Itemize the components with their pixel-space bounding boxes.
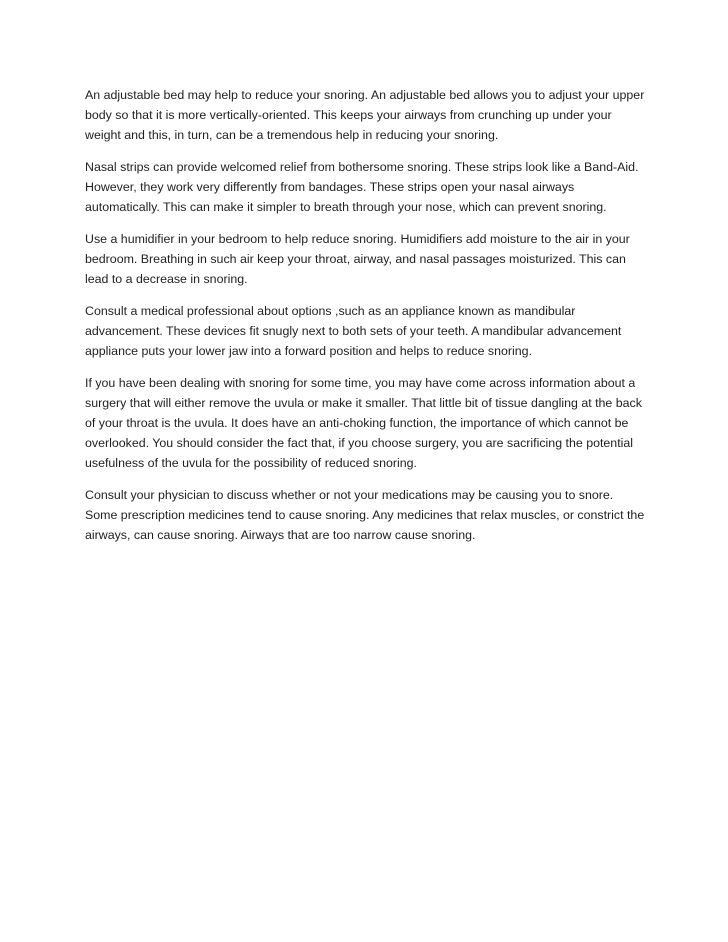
paragraph-mandibular-advancement: Consult a medical professional about options ,such as an appliance known as mandibular advancement. These devices fit snugly next to both sets of your teeth. A mandibular advancement appliance puts your lower jaw into a forward position and helps to reduce snoring. <box>85 304 622 358</box>
paragraph-medications: Consult your physician to discuss whether or not your medications may be causing you to snore. Some prescription medicines tend to cause snoring. Any medicines that relax muscles, or constrict the airways, can cause snoring. Airways that are too narrow cause snoring. <box>85 488 645 542</box>
document-body <box>85 85 645 557</box>
paragraph-nasal-strips: Nasal strips can provide welcomed relief from bothersome snoring. These strips look like a Band-Aid. However, they work very differently from bandages. These strips open your nasal airways automatically. This can make it simpler to breath through your nose, which can prevent snoring. <box>85 160 639 214</box>
paragraph-adjustable-bed: An adjustable bed may help to reduce your snoring. An adjustable bed allows you to adjust your upper body so that it is more vertically-oriented. This keeps your airways from crunching up under your weight and this, in turn, can be a tremendous help in reducing your snoring. <box>85 88 645 142</box>
paragraph-uvula-surgery: If you have been dealing with snoring for some time, you may have come across information about a surgery that will either remove the uvula or make it smaller. That little bit of tissue dangling at the back of your throat is the uvula. It does have an anti-choking function, the importance of which cannot be overlooked. You should consider the fact that, if you choose surgery, you are sacrificing the potential usefulness of the uvula for the possibility of reduced snoring. <box>85 376 642 470</box>
paragraph-humidifier: Use a humidifier in your bedroom to help reduce snoring. Humidifiers add moisture to the air in your bedroom. Breathing in such air keep your throat, airway, and nasal passages moisturized. This can lead to a decrease in snoring. <box>85 232 630 286</box>
